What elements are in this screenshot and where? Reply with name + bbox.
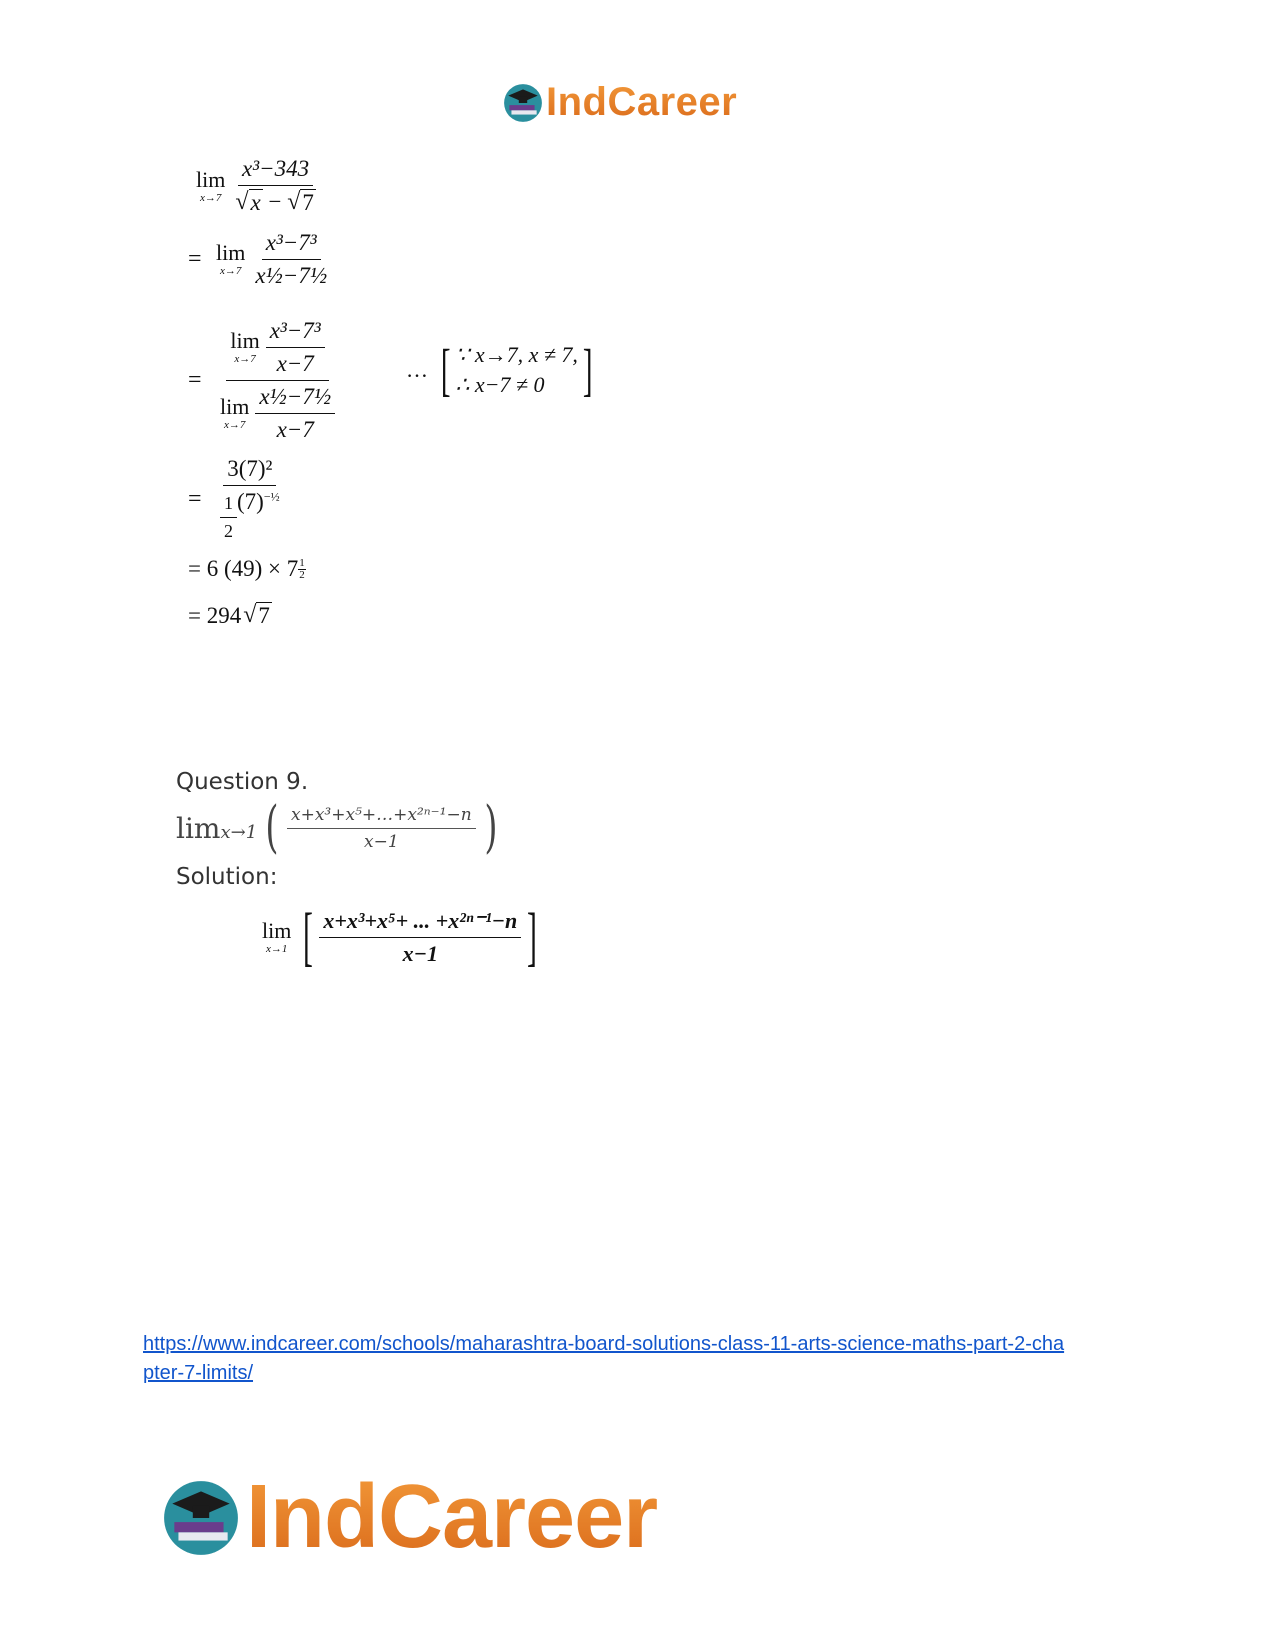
step-3: = lim x→7 $\frac{\text{x³−7³}}{x-7}$ lim x→7 $\frac{\text{x½−7½}}{x-7}$ [188,318,339,443]
brand-name: IndCareer [246,1467,658,1567]
fraction: x³−343 √ x − √ 7 [235,156,314,215]
graduation-book-icon [160,1477,242,1559]
step-1 [196,156,320,216]
source-link[interactable]: https://www.indcareer.com/schools/maharashtra-board-solutions-class-11-arts-science-maths-part-2-chapter-7-limits/ [143,1333,1065,1384]
solution-label: Solution: [176,864,278,890]
fraction: 3(7)² $\frac{1}{2}$ $(7)^{-\frac{1}{2}}$ [216,456,284,542]
step-5: = 6 (49) × 7 1 2 [188,556,305,581]
brand-name: IndCareer [546,80,738,124]
graduation-book-icon [502,82,544,124]
solution-expression: lim x→1 [ $\frac{\text{x+x³+x⁵+ ... +x²ⁿ⁻¹−n}}{x-1}$ ] [262,900,538,973]
question-title: Question 9. [176,769,309,795]
fraction: $\frac{\text{x³−7³}}{\text{x½−7½}}$ [255,230,328,288]
step-2: = lim x→7 $\frac{\text{x³−7³}}{\text{x½−7½}}$ [188,230,331,289]
condition-note: … [ ∵ x→7, x ≠ 7, ∴ x−7 ≠ 0 ] [406,336,593,402]
question-expression: limx→1 ( $\frac{\text{x+x³+x⁵+…+x²ⁿ⁻¹−n}}{x-1}$ ) [176,795,498,860]
footer-logo [160,1466,657,1569]
step-4: = 3(7)² $\frac{1}{2}$ $(7)^{-\frac{1}{2}}$ [188,456,284,542]
compound-fraction: lim x→7 $\frac{\text{x³−7³}}{x-7}$ lim x→7 $\frac{\text{x½−7½}}{x-7}$ [216,318,339,443]
limit-operator: lim x→7 [196,166,226,204]
step-6: = 294 √ 7 [188,602,270,628]
limit-operator: lim x→7 [216,240,246,277]
header-logo [502,80,737,125]
